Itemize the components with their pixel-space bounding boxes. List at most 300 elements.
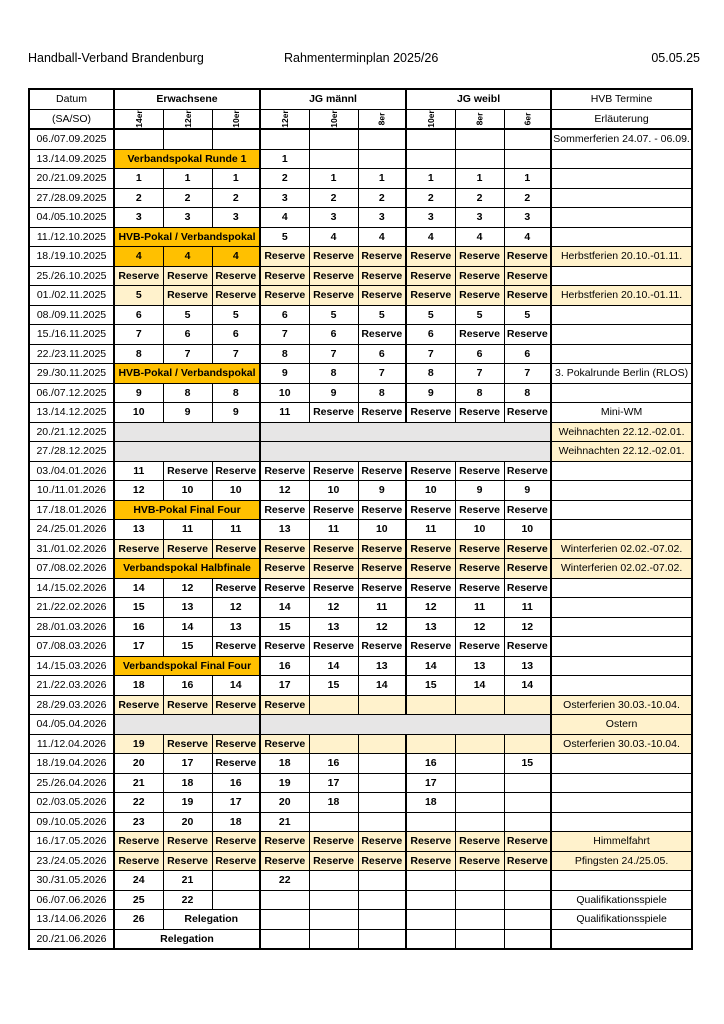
schedule-cell: Reserve bbox=[504, 578, 551, 598]
hvb-note bbox=[551, 227, 692, 247]
schedule-cell: Reserve bbox=[260, 266, 309, 286]
schedule-cell: Reserve bbox=[406, 539, 455, 559]
schedule-cell: 6 bbox=[504, 344, 551, 364]
schedule-cell: Reserve bbox=[358, 266, 406, 286]
schedule-cell bbox=[406, 910, 455, 930]
schedule-cell: Reserve bbox=[358, 578, 406, 598]
schedule-cell: Reserve bbox=[455, 539, 504, 559]
schedule-cell: Reserve bbox=[163, 266, 212, 286]
hvb-note bbox=[551, 520, 692, 540]
schedule-cell: 3 bbox=[358, 208, 406, 228]
table-row bbox=[29, 286, 692, 306]
schedule-cell: Reserve bbox=[504, 637, 551, 657]
schedule-cell: Reserve bbox=[406, 851, 455, 871]
schedule-cell: 11 bbox=[260, 403, 309, 423]
schedule-cell: 9 bbox=[163, 403, 212, 423]
age-label: 12er bbox=[279, 110, 290, 128]
closed-span bbox=[260, 422, 551, 442]
hvb-note bbox=[551, 305, 692, 325]
schedule-cell bbox=[504, 929, 551, 949]
schedule-cell: 21 bbox=[260, 812, 309, 832]
schedule-cell: Reserve bbox=[358, 559, 406, 579]
schedule-cell: 13 bbox=[358, 656, 406, 676]
schedule-cell: Reserve bbox=[504, 403, 551, 423]
schedule-cell: Reserve bbox=[309, 286, 358, 306]
schedule-cell bbox=[406, 890, 455, 910]
schedule-cell: 10 bbox=[504, 520, 551, 540]
table-row bbox=[29, 481, 692, 501]
schedule-cell: 5 bbox=[163, 305, 212, 325]
schedule-cell: 1 bbox=[406, 169, 455, 189]
table-row bbox=[29, 695, 692, 715]
schedule-cell: 19 bbox=[114, 734, 163, 754]
age-label: 8er bbox=[474, 112, 485, 126]
column-header-hvb: HVB Termine bbox=[551, 89, 692, 109]
schedule-cell: 16 bbox=[406, 754, 455, 774]
hvb-note: Herbstferien 20.10.-01.11. bbox=[551, 247, 692, 267]
schedule-cell: 16 bbox=[163, 676, 212, 696]
schedule-cell: Reserve bbox=[406, 559, 455, 579]
schedule-cell: 11 bbox=[212, 520, 260, 540]
schedule-cell: 4 bbox=[260, 208, 309, 228]
schedule-cell: 7 bbox=[163, 344, 212, 364]
schedule-cell: Reserve bbox=[504, 266, 551, 286]
row-date: 16./17.05.2026 bbox=[29, 832, 114, 852]
schedule-cell: 6 bbox=[309, 325, 358, 345]
schedule-cell: 10 bbox=[358, 520, 406, 540]
schedule-cell: 2 bbox=[260, 169, 309, 189]
table-row bbox=[29, 520, 692, 540]
hvb-note bbox=[551, 188, 692, 208]
schedule-cell: 11 bbox=[406, 520, 455, 540]
schedule-cell bbox=[455, 910, 504, 930]
schedule-cell: 10 bbox=[212, 481, 260, 501]
schedule-cell: Reserve bbox=[406, 266, 455, 286]
schedule-cell: 5 bbox=[455, 305, 504, 325]
row-date: 28./29.03.2026 bbox=[29, 695, 114, 715]
column-header-age bbox=[309, 109, 358, 129]
table-row bbox=[29, 851, 692, 871]
schedule-cell: Reserve bbox=[504, 461, 551, 481]
schedule-cell: 10 bbox=[406, 481, 455, 501]
schedule-cell: 6 bbox=[406, 325, 455, 345]
schedule-cell: 22 bbox=[163, 890, 212, 910]
schedule-cell: Reserve bbox=[114, 832, 163, 852]
schedule-cell: 12 bbox=[309, 598, 358, 618]
schedule-cell: 9 bbox=[455, 481, 504, 501]
schedule-cell bbox=[504, 890, 551, 910]
schedule-cell: 8 bbox=[455, 383, 504, 403]
schedule-cell bbox=[358, 773, 406, 793]
schedule-cell: Reserve bbox=[309, 403, 358, 423]
hvb-note: Herbstferien 20.10.-01.11. bbox=[551, 286, 692, 306]
hvb-note bbox=[551, 637, 692, 657]
row-date: 20./21.09.2025 bbox=[29, 169, 114, 189]
schedule-cell: 2 bbox=[406, 188, 455, 208]
schedule-cell: 4 bbox=[358, 227, 406, 247]
schedule-cell bbox=[455, 793, 504, 813]
schedule-cell: 18 bbox=[406, 793, 455, 813]
row-date: 11./12.04.2026 bbox=[29, 734, 114, 754]
schedule-cell: 5 bbox=[358, 305, 406, 325]
schedule-cell: Reserve bbox=[114, 695, 163, 715]
schedule-cell bbox=[504, 773, 551, 793]
schedule-cell: 13 bbox=[163, 598, 212, 618]
schedule-cell: 10 bbox=[260, 383, 309, 403]
schedule-cell: Reserve bbox=[358, 832, 406, 852]
column-header-hvb-sub: Erläuterung bbox=[551, 109, 692, 129]
schedule-cell: Reserve bbox=[260, 286, 309, 306]
event-span: HVB-Pokal / Verbandspokal bbox=[114, 227, 260, 247]
schedule-cell: 1 bbox=[163, 169, 212, 189]
schedule-cell: Reserve bbox=[455, 832, 504, 852]
table-row bbox=[29, 910, 692, 930]
schedule-cell: 20 bbox=[114, 754, 163, 774]
schedule-cell: 14 bbox=[504, 676, 551, 696]
row-date: 17./18.01.2026 bbox=[29, 500, 114, 520]
schedule-cell: 15 bbox=[309, 676, 358, 696]
row-date: 07./08.02.2026 bbox=[29, 559, 114, 579]
table-row bbox=[29, 129, 692, 149]
table-row bbox=[29, 929, 692, 949]
schedule-cell: 13 bbox=[455, 656, 504, 676]
age-label: 10er bbox=[425, 110, 436, 128]
schedule-cell bbox=[358, 754, 406, 774]
table-row bbox=[29, 169, 692, 189]
hvb-note: Pfingsten 24./25.05. bbox=[551, 851, 692, 871]
schedule-cell: Reserve bbox=[504, 539, 551, 559]
column-group-erwachsene: Erwachsene bbox=[114, 89, 260, 109]
table-row bbox=[29, 266, 692, 286]
schedule-cell: 6 bbox=[260, 305, 309, 325]
schedule-cell: Reserve bbox=[406, 578, 455, 598]
age-label: 6er bbox=[522, 112, 533, 126]
schedule-cell: 12 bbox=[163, 578, 212, 598]
schedule-cell: 8 bbox=[406, 364, 455, 384]
schedule-cell bbox=[212, 890, 260, 910]
table-row bbox=[29, 500, 692, 520]
schedule-cell: Reserve bbox=[358, 325, 406, 345]
schedule-cell: 21 bbox=[163, 871, 212, 891]
schedule-cell: Reserve bbox=[309, 266, 358, 286]
schedule-cell: 11 bbox=[163, 520, 212, 540]
schedule-cell: Reserve bbox=[260, 559, 309, 579]
schedule-cell: Reserve bbox=[455, 637, 504, 657]
schedule-cell: Reserve bbox=[163, 832, 212, 852]
row-date: 21./22.03.2026 bbox=[29, 676, 114, 696]
schedule-cell: 2 bbox=[309, 188, 358, 208]
table-row bbox=[29, 715, 692, 735]
table-row bbox=[29, 871, 692, 891]
schedule-cell: 17 bbox=[212, 793, 260, 813]
hvb-note: Winterferien 02.02.-07.02. bbox=[551, 539, 692, 559]
schedule-cell bbox=[406, 149, 455, 169]
schedule-cell: 20 bbox=[260, 793, 309, 813]
schedule-cell bbox=[260, 129, 309, 149]
hvb-note: Mini-WM bbox=[551, 403, 692, 423]
row-date: 04./05.10.2025 bbox=[29, 208, 114, 228]
schedule-cell: 18 bbox=[309, 793, 358, 813]
schedule-cell bbox=[358, 929, 406, 949]
schedule-cell: Reserve bbox=[309, 637, 358, 657]
schedule-cell: Reserve bbox=[504, 559, 551, 579]
row-date: 18./19.04.2026 bbox=[29, 754, 114, 774]
schedule-cell bbox=[455, 754, 504, 774]
column-header-age bbox=[358, 109, 406, 129]
schedule-cell: Reserve bbox=[260, 539, 309, 559]
schedule-cell: 9 bbox=[358, 481, 406, 501]
schedule-cell: 24 bbox=[114, 871, 163, 891]
schedule-cell: 10 bbox=[455, 520, 504, 540]
schedule-cell: 3 bbox=[114, 208, 163, 228]
schedule-cell: 1 bbox=[455, 169, 504, 189]
row-date: 13./14.12.2025 bbox=[29, 403, 114, 423]
schedule-cell: 3 bbox=[455, 208, 504, 228]
hvb-note: 3. Pokalrunde Berlin (RLOS) bbox=[551, 364, 692, 384]
schedule-cell: 14 bbox=[114, 578, 163, 598]
schedule-cell: 22 bbox=[114, 793, 163, 813]
schedule-cell: 10 bbox=[114, 403, 163, 423]
schedule-cell: 7 bbox=[309, 344, 358, 364]
schedule-cell: 3 bbox=[406, 208, 455, 228]
schedule-cell: Reserve bbox=[163, 734, 212, 754]
schedule-cell: 12 bbox=[406, 598, 455, 618]
schedule-cell: 13 bbox=[504, 656, 551, 676]
row-date: 23./24.05.2026 bbox=[29, 851, 114, 871]
age-label: 8er bbox=[376, 112, 387, 126]
hvb-note: Ostern bbox=[551, 715, 692, 735]
table-row bbox=[29, 734, 692, 754]
schedule-cell: 6 bbox=[455, 344, 504, 364]
table-row bbox=[29, 227, 692, 247]
schedule-cell: 12 bbox=[260, 481, 309, 501]
table-row bbox=[29, 598, 692, 618]
schedule-cell bbox=[212, 129, 260, 149]
schedule-cell: 9 bbox=[114, 383, 163, 403]
header-organization: Handball-Verband Brandenburg bbox=[28, 51, 204, 65]
schedule-cell bbox=[358, 149, 406, 169]
schedule-cell: Reserve bbox=[114, 851, 163, 871]
schedule-cell: 15 bbox=[163, 637, 212, 657]
schedule-cell: Reserve bbox=[260, 734, 309, 754]
hvb-note bbox=[551, 773, 692, 793]
hvb-note bbox=[551, 208, 692, 228]
age-label: 10er bbox=[230, 110, 241, 128]
schedule-cell bbox=[358, 890, 406, 910]
schedule-cell: Reserve bbox=[358, 637, 406, 657]
schedule-cell: Reserve bbox=[406, 637, 455, 657]
schedule-cell: Reserve bbox=[455, 403, 504, 423]
schedule-cell: 3 bbox=[260, 188, 309, 208]
schedule-cell: Reserve bbox=[212, 754, 260, 774]
schedule-cell: Reserve bbox=[212, 695, 260, 715]
schedule-cell: 7 bbox=[504, 364, 551, 384]
schedule-cell: 8 bbox=[114, 344, 163, 364]
hvb-note: Winterferien 02.02.-07.02. bbox=[551, 559, 692, 579]
schedule-cell bbox=[309, 910, 358, 930]
schedule-cell: 18 bbox=[212, 812, 260, 832]
schedule-cell bbox=[455, 129, 504, 149]
row-date: 06./07.09.2025 bbox=[29, 129, 114, 149]
schedule-cell: 4 bbox=[114, 247, 163, 267]
schedule-cell bbox=[309, 734, 358, 754]
schedule-cell: Reserve bbox=[114, 539, 163, 559]
schedule-cell: 5 bbox=[309, 305, 358, 325]
table-row bbox=[29, 149, 692, 169]
schedule-cell: Reserve bbox=[455, 266, 504, 286]
schedule-cell: 9 bbox=[212, 403, 260, 423]
schedule-cell: 5 bbox=[260, 227, 309, 247]
schedule-cell: Reserve bbox=[455, 559, 504, 579]
schedule-cell: Reserve bbox=[504, 851, 551, 871]
schedule-cell: 1 bbox=[114, 169, 163, 189]
event-span: Relegation bbox=[163, 910, 260, 930]
schedule-cell: 4 bbox=[406, 227, 455, 247]
table-row bbox=[29, 539, 692, 559]
schedule-cell bbox=[455, 695, 504, 715]
schedule-cell bbox=[358, 910, 406, 930]
row-date: 29./30.11.2025 bbox=[29, 364, 114, 384]
schedule-cell bbox=[358, 695, 406, 715]
schedule-cell: 16 bbox=[309, 754, 358, 774]
schedule-cell: 13 bbox=[309, 617, 358, 637]
row-date: 25./26.04.2026 bbox=[29, 773, 114, 793]
schedule-cell: 18 bbox=[260, 754, 309, 774]
schedule-cell: Reserve bbox=[309, 851, 358, 871]
column-header-age bbox=[163, 109, 212, 129]
table-row bbox=[29, 617, 692, 637]
closed-span bbox=[260, 715, 551, 735]
schedule-cell: 5 bbox=[114, 286, 163, 306]
hvb-note bbox=[551, 871, 692, 891]
column-header-age bbox=[260, 109, 309, 129]
hvb-note bbox=[551, 812, 692, 832]
schedule-cell: Reserve bbox=[212, 578, 260, 598]
schedule-cell: Reserve bbox=[309, 539, 358, 559]
column-header-age bbox=[114, 109, 163, 129]
schedule-cell bbox=[504, 129, 551, 149]
schedule-cell: 2 bbox=[114, 188, 163, 208]
table-row bbox=[29, 578, 692, 598]
schedule-cell: 19 bbox=[163, 793, 212, 813]
row-date: 13./14.06.2026 bbox=[29, 910, 114, 930]
hvb-note bbox=[551, 481, 692, 501]
event-span: HVB-Pokal / Verbandspokal bbox=[114, 364, 260, 384]
schedule-cell: Reserve bbox=[309, 559, 358, 579]
hvb-note bbox=[551, 383, 692, 403]
row-date: 14./15.02.2026 bbox=[29, 578, 114, 598]
column-header-age bbox=[455, 109, 504, 129]
schedule-cell: 25 bbox=[114, 890, 163, 910]
schedule-cell: 1 bbox=[309, 169, 358, 189]
schedule-cell: 5 bbox=[504, 305, 551, 325]
schedule-cell: Reserve bbox=[455, 578, 504, 598]
schedule-cell: 8 bbox=[504, 383, 551, 403]
schedule-cell: 6 bbox=[114, 305, 163, 325]
schedule-cell bbox=[504, 910, 551, 930]
table-row bbox=[29, 305, 692, 325]
schedule-cell: 7 bbox=[212, 344, 260, 364]
table-row bbox=[29, 247, 692, 267]
schedule-cell: Reserve bbox=[163, 851, 212, 871]
table-row bbox=[29, 754, 692, 774]
schedule-cell bbox=[455, 871, 504, 891]
table-row bbox=[29, 832, 692, 852]
schedule-cell: 18 bbox=[114, 676, 163, 696]
row-date: 06./07.06.2026 bbox=[29, 890, 114, 910]
schedule-cell bbox=[260, 890, 309, 910]
schedule-cell: 6 bbox=[212, 325, 260, 345]
row-date: 03./04.01.2026 bbox=[29, 461, 114, 481]
schedule-cell: Reserve bbox=[260, 578, 309, 598]
schedule-cell: 13 bbox=[406, 617, 455, 637]
schedule-cell: Reserve bbox=[455, 500, 504, 520]
schedule-cell bbox=[504, 871, 551, 891]
schedule-cell: Reserve bbox=[406, 403, 455, 423]
schedule-cell: Reserve bbox=[455, 247, 504, 267]
schedule-cell: Reserve bbox=[455, 461, 504, 481]
hvb-note bbox=[551, 676, 692, 696]
schedule-cell: 1 bbox=[260, 149, 309, 169]
schedule-cell: Reserve bbox=[504, 247, 551, 267]
schedule-cell: 14 bbox=[358, 676, 406, 696]
schedule-cell: 2 bbox=[358, 188, 406, 208]
schedule-cell: 2 bbox=[163, 188, 212, 208]
hvb-note bbox=[551, 754, 692, 774]
schedule-cell: 4 bbox=[455, 227, 504, 247]
schedule-cell: Reserve bbox=[504, 500, 551, 520]
schedule-cell: 12 bbox=[114, 481, 163, 501]
column-header-age bbox=[504, 109, 551, 129]
row-date: 24./25.01.2026 bbox=[29, 520, 114, 540]
schedule-cell: Reserve bbox=[406, 461, 455, 481]
schedule-cell: Reserve bbox=[212, 832, 260, 852]
schedule-cell: Reserve bbox=[406, 247, 455, 267]
schedule-cell: 15 bbox=[504, 754, 551, 774]
schedule-cell: Reserve bbox=[309, 832, 358, 852]
hvb-note bbox=[551, 344, 692, 364]
hvb-note bbox=[551, 149, 692, 169]
schedule-cell: 15 bbox=[114, 598, 163, 618]
schedule-cell: 6 bbox=[163, 325, 212, 345]
row-date: 30./31.05.2026 bbox=[29, 871, 114, 891]
schedule-cell bbox=[455, 149, 504, 169]
hvb-note bbox=[551, 266, 692, 286]
table-row bbox=[29, 403, 692, 423]
row-date: 27./28.09.2025 bbox=[29, 188, 114, 208]
schedule-cell bbox=[212, 871, 260, 891]
event-span: Relegation bbox=[114, 929, 260, 949]
schedule-cell: 13 bbox=[212, 617, 260, 637]
schedule-cell bbox=[309, 890, 358, 910]
schedule-cell bbox=[309, 812, 358, 832]
schedule-cell: 4 bbox=[504, 227, 551, 247]
hvb-note: Qualifikationsspiele bbox=[551, 890, 692, 910]
schedule-cell: 13 bbox=[114, 520, 163, 540]
schedule-cell: 8 bbox=[358, 383, 406, 403]
schedule-cell: 2 bbox=[455, 188, 504, 208]
row-date: 08./09.11.2025 bbox=[29, 305, 114, 325]
schedule-cell: 5 bbox=[406, 305, 455, 325]
schedule-cell: 14 bbox=[163, 617, 212, 637]
schedule-cell: 10 bbox=[163, 481, 212, 501]
schedule-cell: 8 bbox=[212, 383, 260, 403]
schedule-cell: 14 bbox=[455, 676, 504, 696]
schedule-cell bbox=[455, 929, 504, 949]
event-span: HVB-Pokal Final Four bbox=[114, 500, 260, 520]
schedule-cell: 8 bbox=[260, 344, 309, 364]
schedule-cell: 17 bbox=[406, 773, 455, 793]
